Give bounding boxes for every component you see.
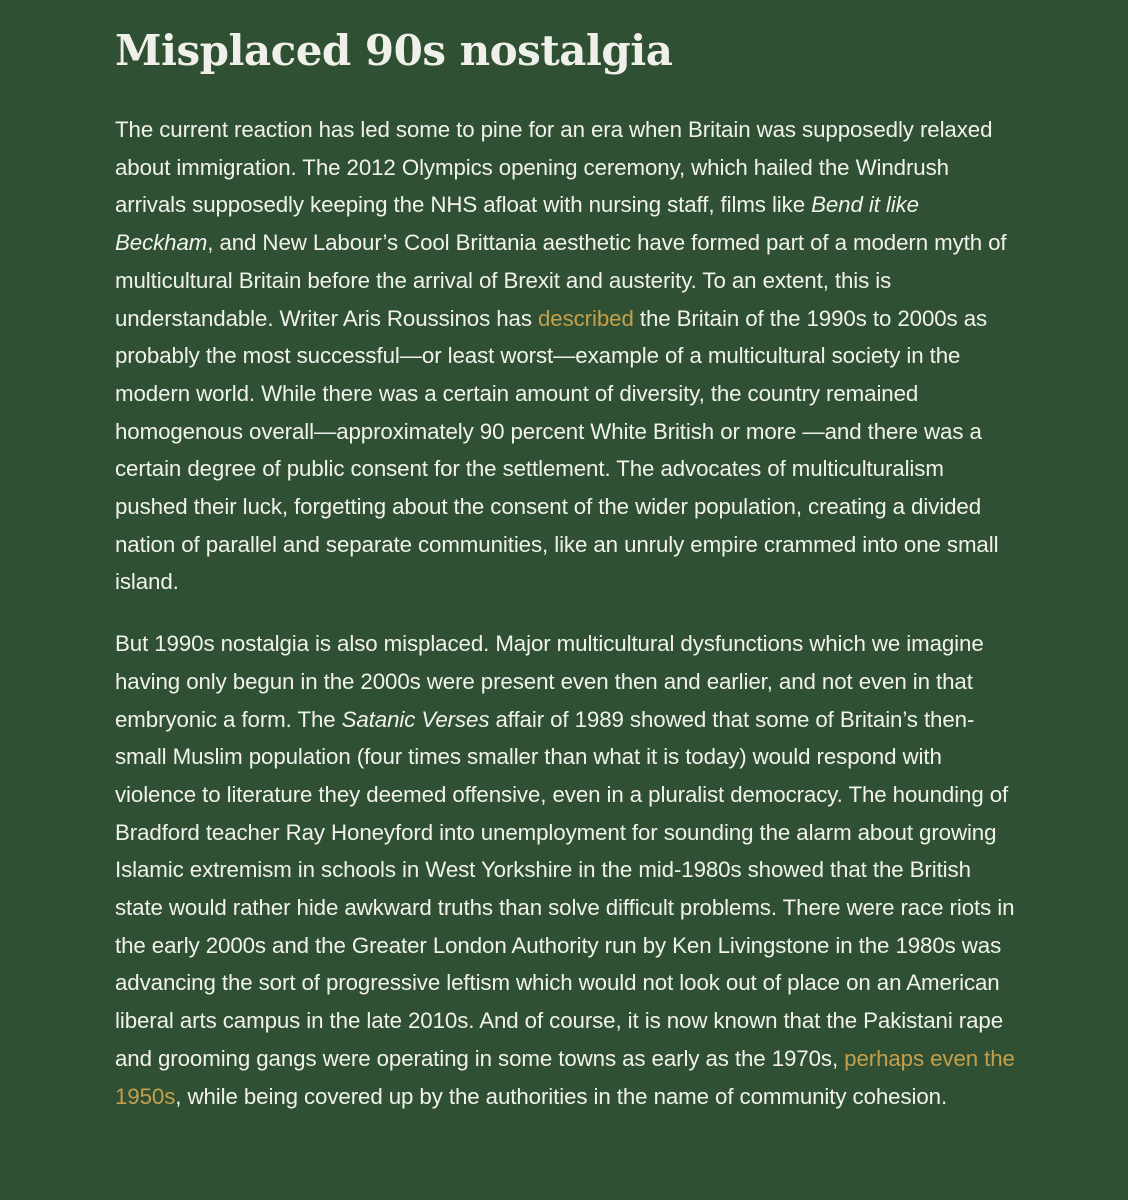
paragraph-2-text-b: affair of 1989 showed that some of Britain’s then-small Muslim population (four times smaller than what it is today) would respond with violence to literature they deemed offensive, even in a pluralist democracy. The hounding of Bradford teacher Ray Honeyford into unemployment for sounding the alarm about growing Islamic extremism in schools in West Yorkshire in the mid-1980s showed that the British state would rather hide awkward truths than solve difficult problems. There were race riots in the early 2000s and the Greater London Authority run by Ken Livingstone in the 1980s was advancing the sort of progressive leftism which would not look out of place on an American liberal arts campus in the late 2010s. And of course, it is now known that the Pakistani rape and grooming gangs were operating in some towns as early as the 1970s, [115, 706, 1015, 1071]
section-heading: Misplaced 90s nostalgia [115, 26, 673, 75]
paragraph-2 [115, 625, 1020, 1115]
paragraph-1-text-a: The current reaction has led some to pine for an era when Britain was supposedly relaxed about immigration. The 2012 Olympics opening ceremony, which hailed the Windrush arrivals supposedly keeping the NHS afloat with nursing staff, films like [115, 117, 993, 218]
perhaps-even-the-1950s-link[interactable]: perhaps even the 1950s [115, 1045, 1015, 1109]
book-title: Satanic Verses [341, 706, 490, 732]
paragraph-1-text-c: the Britain of the 1990s to 2000s as probably the most successful—or least worst—example of a multicultural society in the modern world. While there was a certain amount of diversity, the country remained homogenous overall—approximately 90 percent White British or more —and there was a certain degree of public consent for the settlement. The advocates of multiculturalism pushed their luck, forgetting about the consent of the wider population, creating a divided nation of parallel and separate communities, like an unruly empire crammed into one small island. [115, 305, 999, 595]
paragraph-2-text-c: , while being covered up by the authorities in the name of community cohesion. [175, 1083, 948, 1109]
paragraph-2-text-a: But 1990s nostalgia is also misplaced. Major multicultural dysfunctions which we imagine having only begun in the 2000s were present even then and earlier, and not even in that embryonic a form. The [115, 631, 984, 732]
film-title: Bend it like Beckham [115, 192, 919, 256]
article [115, 0, 1020, 1115]
described-link[interactable]: described [537, 305, 634, 331]
paragraph-1-text-b: , and New Labour’s Cool Brittania aesthetic have formed part of a modern myth of multicultural Britain before the arrival of Brexit and austerity. To an extent, this is understandable. Writer Aris Roussinos has [115, 230, 1007, 331]
paragraph-1 [115, 111, 1020, 601]
